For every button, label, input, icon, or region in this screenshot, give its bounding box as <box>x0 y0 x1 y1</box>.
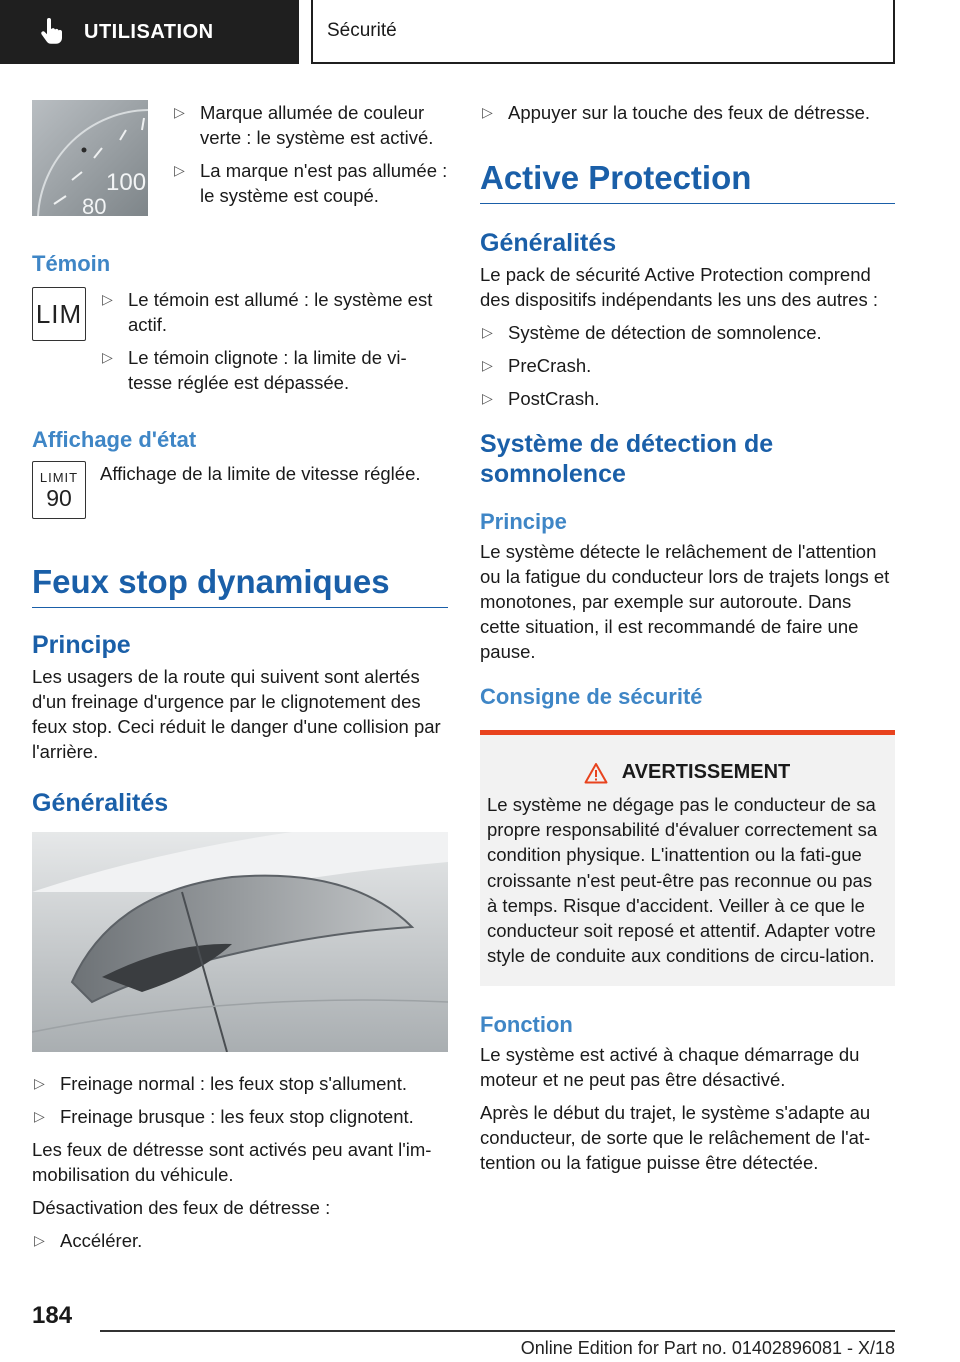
active-protection-title: Active Protection <box>480 159 895 204</box>
left-column <box>32 100 448 1261</box>
warning-title: AVERTISSEMENT <box>621 761 791 783</box>
feux-bullets-2 <box>32 1228 448 1253</box>
list-item: ▷ Freinage normal : les feux stop s'allument. <box>34 1073 407 1094</box>
triangle-right-icon: ▷ <box>102 291 113 307</box>
protection-bullets <box>480 320 895 411</box>
chapter-tab <box>0 0 299 64</box>
detection-heading: Système de détection de somnolence <box>480 430 774 488</box>
page-footer <box>0 1290 960 1362</box>
triangle-right-icon: ▷ <box>102 349 113 365</box>
triangle-right-icon: ▷ <box>34 1108 45 1124</box>
hand-pointer-icon <box>38 18 64 46</box>
triangle-right-icon: ▷ <box>482 324 493 340</box>
principe-text-right: Le système détecte le relâchement de l'attention ou la fatigue du conducteur lors de trajets longs et monotones, par exemple sur autoroute. Dans cette situation, il est recommandé de faire une pause. <box>480 541 890 662</box>
list-item: ▷ Le témoin clignote : la limite de vi-tesse réglée est dépassée. <box>102 347 407 393</box>
chapter-title: UTILISATION <box>84 20 214 43</box>
generalites-heading-right: Généralités <box>480 229 617 257</box>
edition-text: Online Edition for Part no. 01402896081 - X/18 <box>520 1338 895 1358</box>
top-bullets <box>480 100 895 125</box>
generalites-text: Le pack de sécurité Active Protection comprend des dispositifs indépendants les uns des autres : <box>480 264 878 310</box>
triangle-right-icon: ▷ <box>34 1075 45 1091</box>
warning-triangle-icon <box>584 762 608 784</box>
temoin-block <box>32 287 448 403</box>
feux-para-2: Désactivation des feux de détresse : <box>32 1197 331 1218</box>
consigne-heading: Consigne de sécurité <box>480 684 703 709</box>
affichage-block <box>32 461 448 519</box>
gauge-number-80: 80 <box>82 194 107 216</box>
affichage-text: Affichage de la limite de vitesse réglée. <box>100 463 421 484</box>
feux-bullets <box>32 1071 448 1129</box>
list-item: ▷ Système de détection de somnolence. <box>482 322 822 343</box>
tail-light-photo <box>32 832 448 1052</box>
list-item: ▷ La marque n'est pas allumée : le système est coupé. <box>174 160 448 206</box>
feux-stop-title: Feux stop dynamiques <box>32 563 448 608</box>
triangle-right-icon: ▷ <box>482 104 493 120</box>
page-header <box>0 0 960 68</box>
principe-heading: Principe <box>32 631 131 659</box>
fonction-text-2: Après le début du trajet, le système s'adapte au conducteur, de sorte que le relâchement de l'at-tention ou la fatigue puisse être détectée. <box>480 1102 871 1174</box>
temoin-heading: Témoin <box>32 251 111 276</box>
principe-heading-right: Principe <box>480 509 567 534</box>
gauge-bullets <box>172 100 448 208</box>
principe-text: Les usagers de la route qui suivent sont alertés d'un freinage d'urgence par le clignotement des feux stop. Ceci réduit le danger d'une collision par l'arrière. <box>32 666 441 762</box>
fonction-text-1: Le système est activé à chaque démarrage du moteur et ne peut pas être désactivé. <box>480 1044 860 1091</box>
section-tab <box>311 0 895 64</box>
list-item: ▷ Appuyer sur la touche des feux de détresse. <box>482 102 870 123</box>
list-item: ▷ Marque allumée de couleur verte : le système est activé. <box>174 102 434 148</box>
lim-indicator-icon: LIM <box>32 287 86 341</box>
section-title: Sécurité <box>327 20 397 41</box>
list-item: ▷ PreCrash. <box>482 355 592 376</box>
footer-divider <box>100 1330 895 1332</box>
triangle-right-icon: ▷ <box>482 390 493 406</box>
list-item: ▷ PostCrash. <box>482 388 600 409</box>
warning-title-row <box>487 761 887 784</box>
warning-box <box>480 730 895 986</box>
triangle-right-icon: ▷ <box>34 1232 45 1248</box>
speedometer-image <box>32 100 148 216</box>
list-item: ▷ Accélérer. <box>34 1230 143 1251</box>
list-item: ▷ Freinage brusque : les feux stop clignotent. <box>34 1106 414 1127</box>
speed-limit-display-icon: LIMIT 90 <box>32 461 86 519</box>
triangle-right-icon: ▷ <box>174 104 185 120</box>
generalites-heading: Généralités <box>32 789 169 817</box>
right-column <box>480 100 895 1183</box>
gauge-block <box>32 100 448 221</box>
warning-text: Le système ne dégage pas le conducteur de sa propre responsabilité d'évaluer correctement sa condition physique. L'inattention ou la fati-gue croissante n'est peut-être pas reconnue ou pas à temps. Risque d'accident. Veiller à ce que le conducteur soit reposé et attentif. Adapter votre style de conduite aux conditions de circu-lation. <box>487 794 878 967</box>
list-item: ▷ Le témoin est allumé : le système est actif. <box>102 289 433 335</box>
temoin-bullets <box>100 287 448 395</box>
fonction-heading: Fonction <box>480 1012 573 1038</box>
triangle-right-icon: ▷ <box>482 357 493 373</box>
feux-para-1: Les feux de détresse sont activés peu avant l'im-mobilisation du véhicule. <box>32 1139 432 1185</box>
triangle-right-icon: ▷ <box>174 162 185 178</box>
gauge-number-100: 100 <box>106 169 147 196</box>
affichage-heading: Affichage d'état <box>32 427 197 452</box>
page-number: 184 <box>32 1302 73 1329</box>
